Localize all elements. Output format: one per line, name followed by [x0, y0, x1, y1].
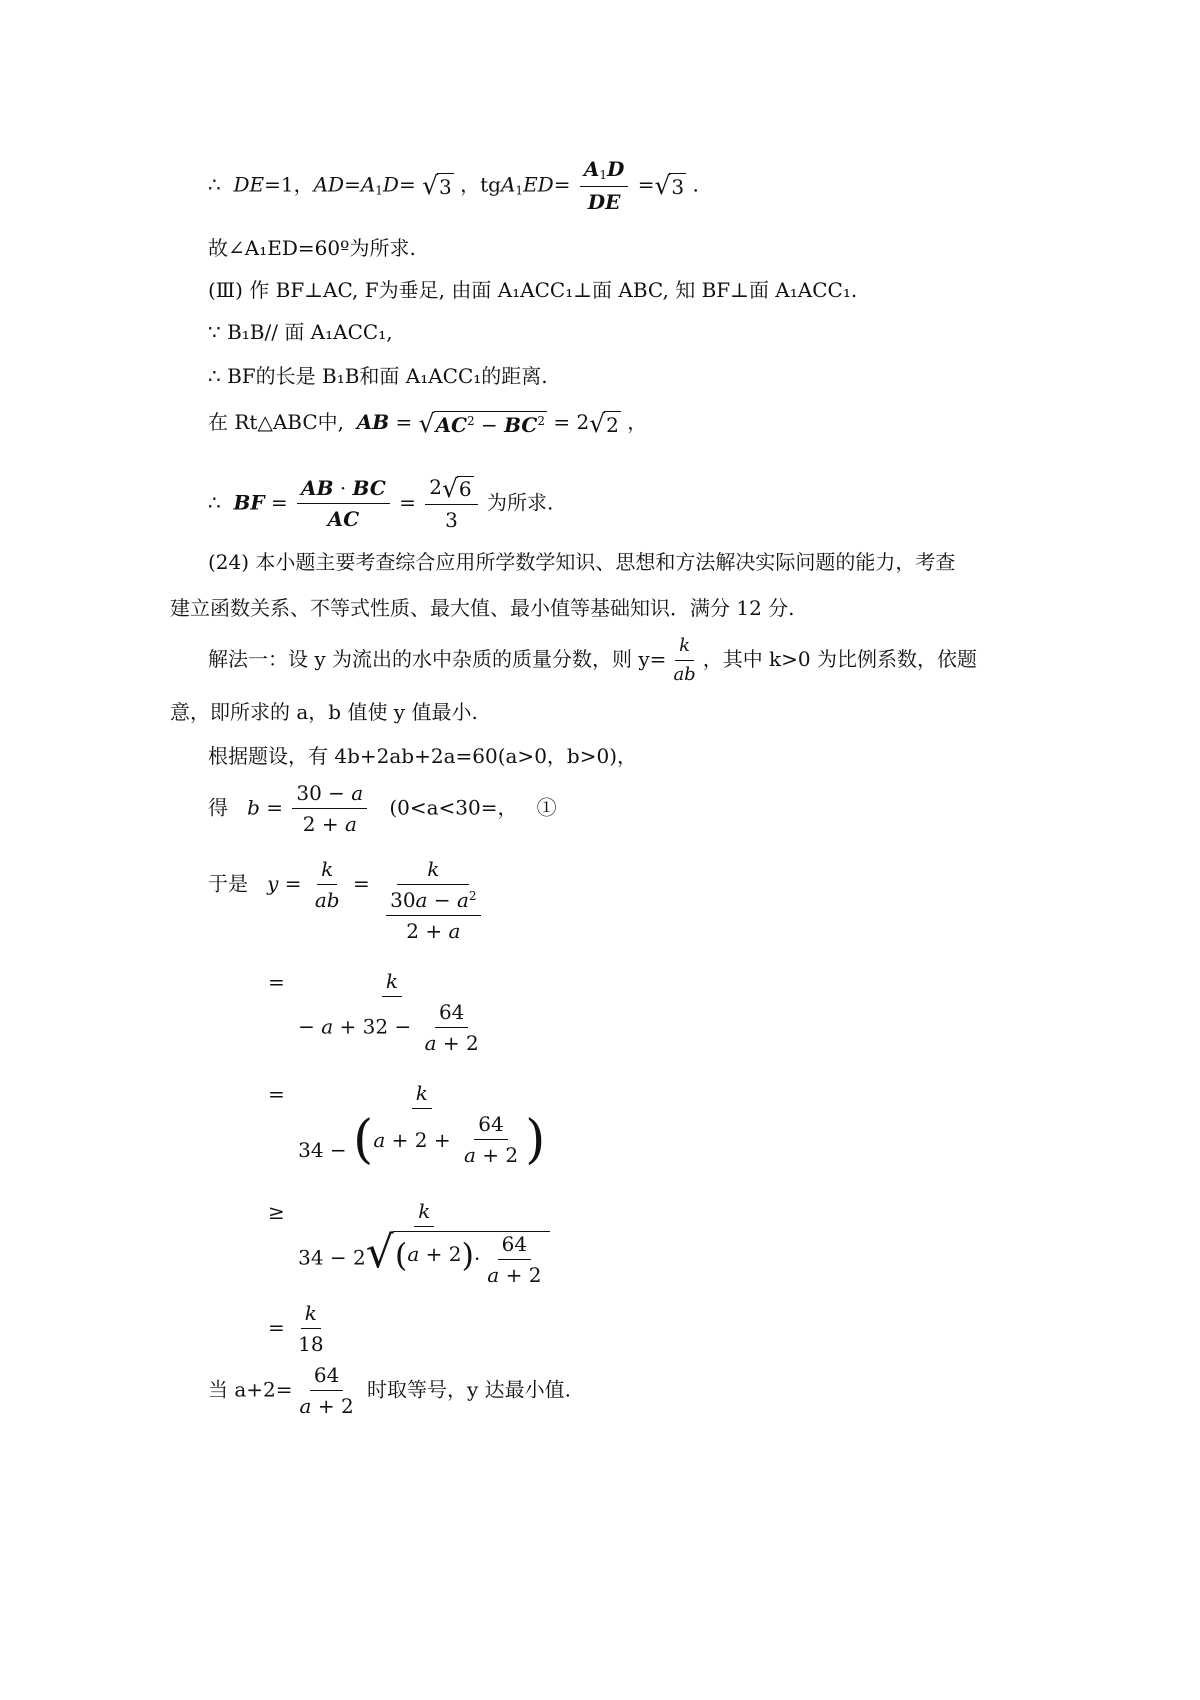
part-iii-statement: (Ⅲ) 作 BF⊥AC, F为垂足, 由面 A₁ACC₁⊥面 ABC, 知 BF⊥面 A₁ACC₁. — [208, 278, 858, 302]
eq-y-min: = $\frac{k}{18}$ — [268, 1302, 331, 1356]
fraction-k-over-step-2: k − a + 32 − $\frac{64}{a + 2}$ — [298, 969, 479, 1055]
eq-y-step-3: = k 34 − ( a + 2 + $\frac{64}{a + 2}$ ) — [268, 1082, 552, 1167]
eq-bf-length: ∴ BF = $\frac{AB \cdot BC}{AC}$ = 2 √ 6 3 为所求. — [208, 474, 554, 532]
eq-y-step-1: 于是 y = $\frac{k}{ab}$ = $\frac{k}{\frac{30a - a^2}{2 + a}}$ — [208, 858, 491, 943]
solution-line-3: 根据题设，有 4b+2ab+2a=60(a>0，b>0)， — [208, 744, 638, 768]
conclusion-angle: 故∠A₁ED=60º为所求. — [208, 236, 416, 260]
sqrt-3: √ 3 — [422, 170, 452, 200]
equality-condition: 当 a+2= $\frac{64}{a + 2}$ 时取等号，y 达最小值. — [208, 1363, 572, 1418]
problem-24-line-2: 建立函数关系、不等式性质、最大值、最小值等基础知识．满分 12 分. — [170, 596, 795, 620]
therefore-distance-line: ∴ BF的长是 B₁B和面 A₁ACC₁的距离. — [208, 364, 548, 388]
solution-line-2: 意，即所求的 a，b 值使 y 值最小. — [170, 700, 478, 724]
therefore-symbol: ∴ — [208, 172, 221, 197]
problem-24-line-1: (24) 本小题主要考查综合应用所学数学知识、思想和方法解决实际问题的能力，考查 — [208, 550, 956, 574]
sqrt-ac2-bc2: √ $AC^2 - BC^2$ — [418, 408, 545, 438]
fraction-k-over-step-3: k 34 − ( a + 2 + $\frac{64}{a + 2}$ ) — [298, 1081, 546, 1170]
eq-ab-length: 在 Rt△ABC中, AB = √ $AC^2 - BC^2$ = 2 √ 2 ， — [208, 408, 648, 438]
fraction-30-minus-a-over-2-plus-a: $\frac{30 - a}{2 + a}$ — [292, 782, 367, 836]
solution-line-1: 解法一：设 y 为流出的水中杂质的质量分数，则 y= $\frac{k}{ab}$ ，其中 k>0 为比例系数，依题 — [208, 635, 978, 685]
fraction-ab-bc-over-ac: $\frac{AB \cdot BC}{AC}$ — [297, 477, 390, 531]
fraction-a1d-over-de: $\frac{A_1D}{DE}$ — [580, 158, 629, 214]
fraction-k-over-compound: $\frac{k}{\frac{30a - a^2}{2 + a}}$ — [379, 858, 487, 943]
eq-y-step-2: = k − a + 32 − $\frac{64}{a + 2}$ — [268, 970, 493, 1055]
fraction-64-over-a-plus-2: $\frac{64}{a + 2}$ — [299, 1363, 354, 1418]
because-line: ∵ B₁B// 面 A₁ACC₁, — [208, 320, 393, 344]
fraction-k-over-step-4: k 34 − 2 √ ( a + 2 ) · $\frac{64}{a + 2}$ — [294, 1200, 554, 1287]
fraction-k-over-18: $\frac{k}{18}$ — [298, 1301, 324, 1356]
fraction-k-over-ab: $\frac{k}{ab}$ — [673, 635, 696, 685]
circled-one: ① — [536, 795, 557, 820]
eq-b-expression: 得 b = $\frac{30 - a}{2 + a}$ (0<a<30=， ① — [208, 781, 557, 836]
eq-line-1: ∴ DE=1，$AD=A_1D=$ √ 3 ，tgA$_1$ED= $\frac{A_1D}{DE}$ = √ 3 . — [208, 157, 699, 214]
fraction-2sqrt6-over-3: 2 √ 6 3 — [425, 476, 477, 532]
eq-y-inequality: ≥ k 34 − 2 √ ( a + 2 ) · $\frac{64}{a + 2}$ — [268, 1200, 557, 1287]
